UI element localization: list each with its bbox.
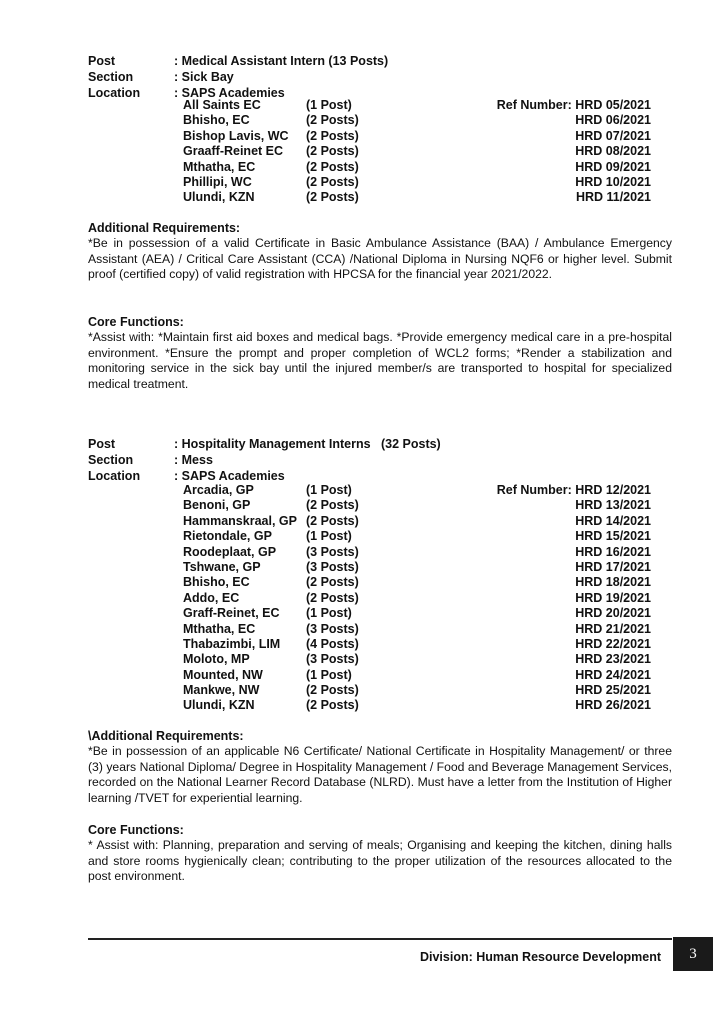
location-item — [88, 514, 678, 529]
location-item — [88, 190, 678, 205]
location-posts: (2 Posts) — [306, 113, 359, 128]
section-label: Section — [88, 453, 134, 467]
location-item — [88, 98, 678, 113]
location-name: Phillipi, WC — [183, 174, 252, 189]
location-name: Graff-Reinet, EC — [183, 606, 280, 621]
location-posts: (3 Posts) — [306, 621, 359, 636]
location-posts: (2 Posts) — [306, 144, 359, 159]
location-value: : SAPS Academies — [174, 86, 285, 100]
location-label: Location — [88, 469, 141, 483]
location-row — [88, 468, 678, 484]
location-item — [88, 591, 678, 606]
location-posts: (3 Posts) — [306, 559, 359, 574]
location-name: Arcadia, GP — [183, 483, 254, 497]
location-name: Mthatha, EC — [183, 159, 256, 174]
location-posts: (2 Posts) — [306, 498, 359, 513]
location-item — [88, 637, 678, 652]
ref-number: HRD 20/2021 — [575, 606, 651, 621]
post-label: Post — [88, 54, 116, 68]
location-item — [88, 683, 678, 698]
location-posts: (2 Posts) — [306, 683, 359, 698]
location-name: Bhisho, EC — [183, 575, 250, 590]
ref-number: HRD 24/2021 — [575, 667, 651, 682]
section-value: : Sick Bay — [174, 70, 234, 84]
section-label: Section — [88, 70, 134, 84]
ref-number: HRD 15/2021 — [575, 529, 651, 544]
location-posts: (2 Posts) — [306, 698, 359, 713]
location-posts: (3 Posts) — [306, 652, 359, 667]
ref-number: HRD 26/2021 — [575, 698, 651, 713]
post-1-locations — [88, 98, 678, 206]
location-posts: (1 Post) — [306, 667, 352, 682]
post-row — [88, 53, 678, 69]
ref-number: HRD 19/2021 — [575, 590, 651, 605]
core-functions-text: *Assist with: *Maintain first aid boxes and medical bags. *Provide emergency medical care in a pre-hospital environment. *Ensure the prompt and proper completion of WCL2 forms; *Render a stabilization and monitoring service in the sick bay until the injured member/s are transported to hospital for specialized medical treatment. — [88, 330, 672, 391]
ref-number: HRD 06/2021 — [575, 113, 651, 128]
location-item — [88, 483, 678, 498]
location-value: : SAPS Academies — [174, 469, 285, 483]
location-item — [88, 560, 678, 575]
location-name: All Saints EC — [183, 98, 261, 112]
additional-requirements-text: *Be in possession of an applicable N6 Certificate/ National Certificate in Hospitality Management/ or three (3) years National Diploma/ Degree in Hospitality Management / Food and Beverage Management Services, recorded on the National Learner Record Database (NLRD). Must have a letter from the Institution of Higher learning /TVET for experiential learning. — [88, 744, 672, 805]
location-name: Graaff-Reinet EC — [183, 144, 284, 159]
ref-number: HRD 22/2021 — [575, 636, 651, 651]
additional-requirements-heading: Additional Requirements: — [88, 221, 241, 235]
location-name: Roodeplaat, GP — [183, 544, 277, 559]
location-posts: (2 Posts) — [306, 190, 359, 205]
post-2-header — [88, 436, 678, 484]
location-item — [88, 606, 678, 621]
ref-number: HRD 10/2021 — [575, 174, 651, 189]
core-functions-heading: Core Functions: — [88, 823, 184, 837]
location-name: Mankwe, NW — [183, 683, 260, 698]
location-name: Addo, EC — [183, 590, 240, 605]
section-row — [88, 452, 678, 468]
location-item — [88, 144, 678, 159]
post-1-header — [88, 53, 678, 101]
post-1-core-functions — [88, 315, 678, 392]
ref-number: HRD 14/2021 — [575, 513, 651, 528]
location-posts: (1 Post) — [306, 606, 352, 621]
location-name: Tshwane, GP — [183, 559, 261, 574]
post-2-core-functions — [88, 823, 678, 885]
location-posts: (2 Posts) — [306, 174, 359, 189]
post-label: Post — [88, 437, 116, 451]
location-name: Ulundi, KZN — [183, 698, 255, 713]
ref-number: HRD 25/2021 — [575, 683, 651, 698]
location-name: Mounted, NW — [183, 667, 263, 682]
section-value: : Mess — [174, 453, 213, 467]
ref-number: Ref Number: HRD 05/2021 — [496, 98, 651, 112]
section-row — [88, 69, 678, 85]
page-number: 3 — [673, 937, 713, 971]
ref-number: HRD 09/2021 — [575, 159, 651, 174]
location-posts: (2 Posts) — [306, 590, 359, 605]
location-posts: (2 Posts) — [306, 513, 359, 528]
location-item — [88, 129, 678, 144]
post-title: : Medical Assistant Intern (13 Posts) — [174, 54, 389, 68]
post-2-locations — [88, 483, 678, 714]
post-1-additional-requirements — [88, 221, 678, 283]
location-name: Benoni, GP — [183, 498, 251, 513]
post-title: : Hospitality Management Interns (32 Posts) — [174, 437, 441, 451]
location-name: Bhisho, EC — [183, 113, 250, 128]
location-posts: (4 Posts) — [306, 636, 359, 651]
post-2-additional-requirements — [88, 729, 678, 806]
location-item — [88, 652, 678, 667]
ref-number: HRD 16/2021 — [575, 544, 651, 559]
ref-number: HRD 18/2021 — [575, 575, 651, 590]
location-posts: (1 Post) — [306, 529, 352, 544]
ref-number: HRD 07/2021 — [575, 128, 651, 143]
additional-requirements-text: *Be in possession of a valid Certificate in Basic Ambulance Assistance (BAA) / Ambulance Emergency Assistant (AEA) / Critical Care Assistant (CCA) /National Diploma in Nursing NQF6 or higher level. Submit proof (certified copy) of valid registration with HPCSA for the financial year 2021/2022. — [88, 236, 672, 281]
location-item — [88, 113, 678, 128]
footer-divider — [88, 938, 672, 940]
core-functions-text: * Assist with: Planning, preparation and serving of meals; Organising and keeping the kitchen, dining halls and store rooms hygienically clean; contributing to the proper utilization of the resources allocated to the post environment. — [88, 838, 672, 883]
location-name: Thabazimbi, LIM — [183, 636, 281, 651]
location-item — [88, 175, 678, 190]
ref-number: HRD 17/2021 — [575, 559, 651, 574]
location-item — [88, 575, 678, 590]
location-item — [88, 529, 678, 544]
location-name: Mthatha, EC — [183, 621, 256, 636]
ref-number: HRD 08/2021 — [575, 144, 651, 159]
location-name: Moloto, MP — [183, 652, 250, 667]
location-name: Bishop Lavis, WC — [183, 128, 289, 143]
ref-number: Ref Number: HRD 12/2021 — [496, 483, 651, 497]
location-item — [88, 698, 678, 713]
additional-requirements-heading: \Additional Requirements: — [88, 729, 244, 743]
location-posts: (2 Posts) — [306, 159, 359, 174]
ref-number: HRD 21/2021 — [575, 621, 651, 636]
ref-number: HRD 13/2021 — [575, 498, 651, 513]
footer-division: Division: Human Resource Development — [419, 950, 661, 964]
core-functions-heading: Core Functions: — [88, 315, 184, 329]
location-item — [88, 498, 678, 513]
location-item — [88, 668, 678, 683]
ref-number: HRD 23/2021 — [575, 652, 651, 667]
location-posts: (2 Posts) — [306, 128, 359, 143]
location-name: Hammanskraal, GP — [183, 513, 297, 528]
location-posts: (2 Posts) — [306, 575, 359, 590]
location-name: Ulundi, KZN — [183, 190, 255, 205]
location-item — [88, 545, 678, 560]
location-item — [88, 622, 678, 637]
ref-number: HRD 11/2021 — [575, 190, 651, 205]
location-label: Location — [88, 86, 141, 100]
location-name: Rietondale, GP — [183, 529, 272, 544]
location-posts: (1 Post) — [306, 483, 352, 497]
post-row — [88, 436, 678, 452]
location-item — [88, 160, 678, 175]
location-posts: (3 Posts) — [306, 544, 359, 559]
location-posts: (1 Post) — [306, 98, 352, 112]
